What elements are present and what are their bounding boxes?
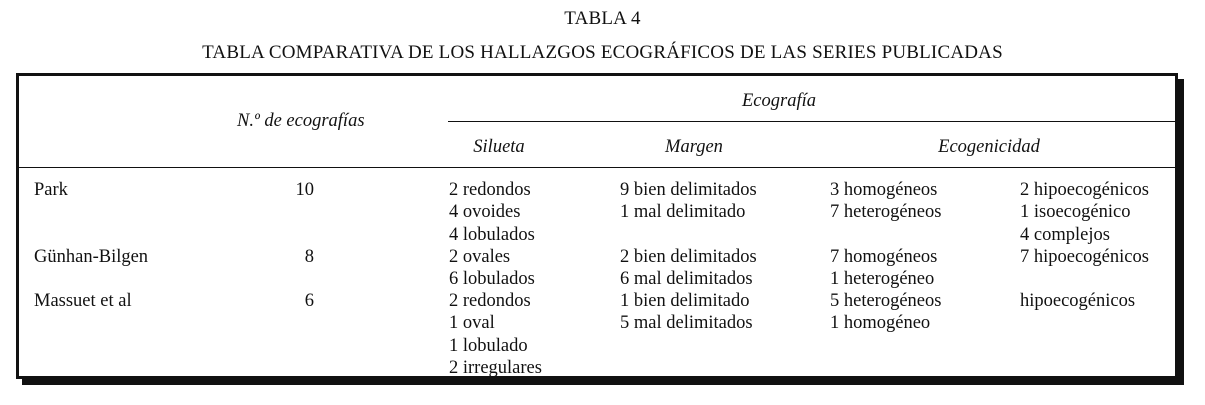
ecografias-count-line: 10	[295, 180, 314, 200]
ecogenicidad-cell-a-line: 7 heterogéneos	[830, 202, 942, 223]
ecogenicidad-cell-a	[830, 246, 937, 291]
silueta-cell-line: 2 redondos	[449, 291, 531, 311]
series-name-line: Günhan-Bilgen	[34, 247, 149, 267]
ecogenicidad-cell-a	[830, 179, 941, 224]
series-name	[34, 179, 68, 201]
table-number: TABLA 4	[564, 8, 641, 29]
series-name	[34, 246, 148, 268]
ecogenicidad-cell-b-line: 1 isoecogénico	[1020, 202, 1131, 223]
silueta-cell	[449, 246, 535, 291]
margen-cell	[620, 290, 753, 335]
ecografias-count	[219, 246, 314, 268]
margen-cell-line: 2 bien delimitados	[620, 247, 757, 267]
ecogenicidad-cell-b-line: 2 hipoecogénicos	[1020, 180, 1149, 200]
margen-cell	[620, 179, 757, 224]
ecogenicidad-cell-a-line: 3 homogéneos	[830, 180, 938, 200]
silueta-cell-line: 2 ovales	[449, 247, 511, 267]
ecogenicidad-cell-b	[1020, 290, 1135, 312]
ecografia-rule	[448, 121, 1181, 122]
ecogenicidad-cell-a-line: 1 homogéneo	[830, 313, 931, 334]
ecogenicidad-cell-a	[830, 290, 941, 335]
margen-cell-line: 9 bien delimitados	[620, 180, 757, 200]
margen-cell-line: 1 bien delimitado	[620, 291, 750, 311]
ecogenicidad-cell-a-line: 1 heterogéneo	[830, 269, 935, 290]
ecogenicidad-cell-a-line: 7 homogéneos	[830, 247, 938, 267]
ecogenicidad-cell-a-line: 5 heterogéneos	[830, 291, 942, 311]
header-margen: Margen	[665, 137, 723, 157]
series-name-line: Massuet et al	[34, 291, 132, 311]
table-frame	[16, 73, 1178, 379]
ecogenicidad-cell-b-line: 4 complejos	[1020, 224, 1110, 245]
header-ecografia: Ecografía	[742, 91, 816, 111]
header-silueta: Silueta	[473, 137, 525, 157]
ecogenicidad-cell-b	[1020, 246, 1149, 268]
ecogenicidad-cell-b	[1020, 179, 1149, 246]
ecografias-count	[219, 290, 314, 312]
silueta-cell-line: 2 redondos	[449, 180, 531, 200]
silueta-cell-line: 4 lobulados	[449, 224, 535, 245]
margen-cell	[620, 246, 757, 291]
ecogenicidad-cell-b-line: 7 hipoecogénicos	[1020, 247, 1149, 267]
header-n-ecografias: N.º de ecografías	[237, 111, 365, 131]
silueta-cell-line: 2 irregulares	[449, 357, 542, 378]
margen-cell-line: 1 mal delimitado	[620, 202, 746, 223]
margen-cell-line: 6 mal delimitados	[620, 269, 753, 290]
silueta-cell	[449, 179, 535, 246]
ecografias-count	[219, 179, 314, 201]
ecografias-count-line: 8	[304, 247, 314, 267]
ecogenicidad-cell-b-line: hipoecogénicos	[1020, 291, 1136, 311]
silueta-cell-line: 6 lobulados	[449, 269, 535, 290]
ecografias-count-line: 6	[304, 291, 314, 311]
header-rule	[19, 167, 1175, 168]
silueta-cell-line: 1 oval	[449, 313, 495, 334]
series-name-line: Park	[34, 180, 68, 200]
header-ecogenicidad: Ecogenicidad	[938, 137, 1040, 157]
silueta-cell-line: 4 ovoides	[449, 202, 521, 223]
silueta-cell	[449, 290, 542, 379]
margen-cell-line: 5 mal delimitados	[620, 313, 753, 334]
table-title: TABLA COMPARATIVA DE LOS HALLAZGOS ECOGRÁFICOS DE LAS SERIES PUBLICADAS	[202, 42, 1003, 63]
silueta-cell-line: 1 lobulado	[449, 335, 528, 356]
series-name	[34, 290, 132, 312]
